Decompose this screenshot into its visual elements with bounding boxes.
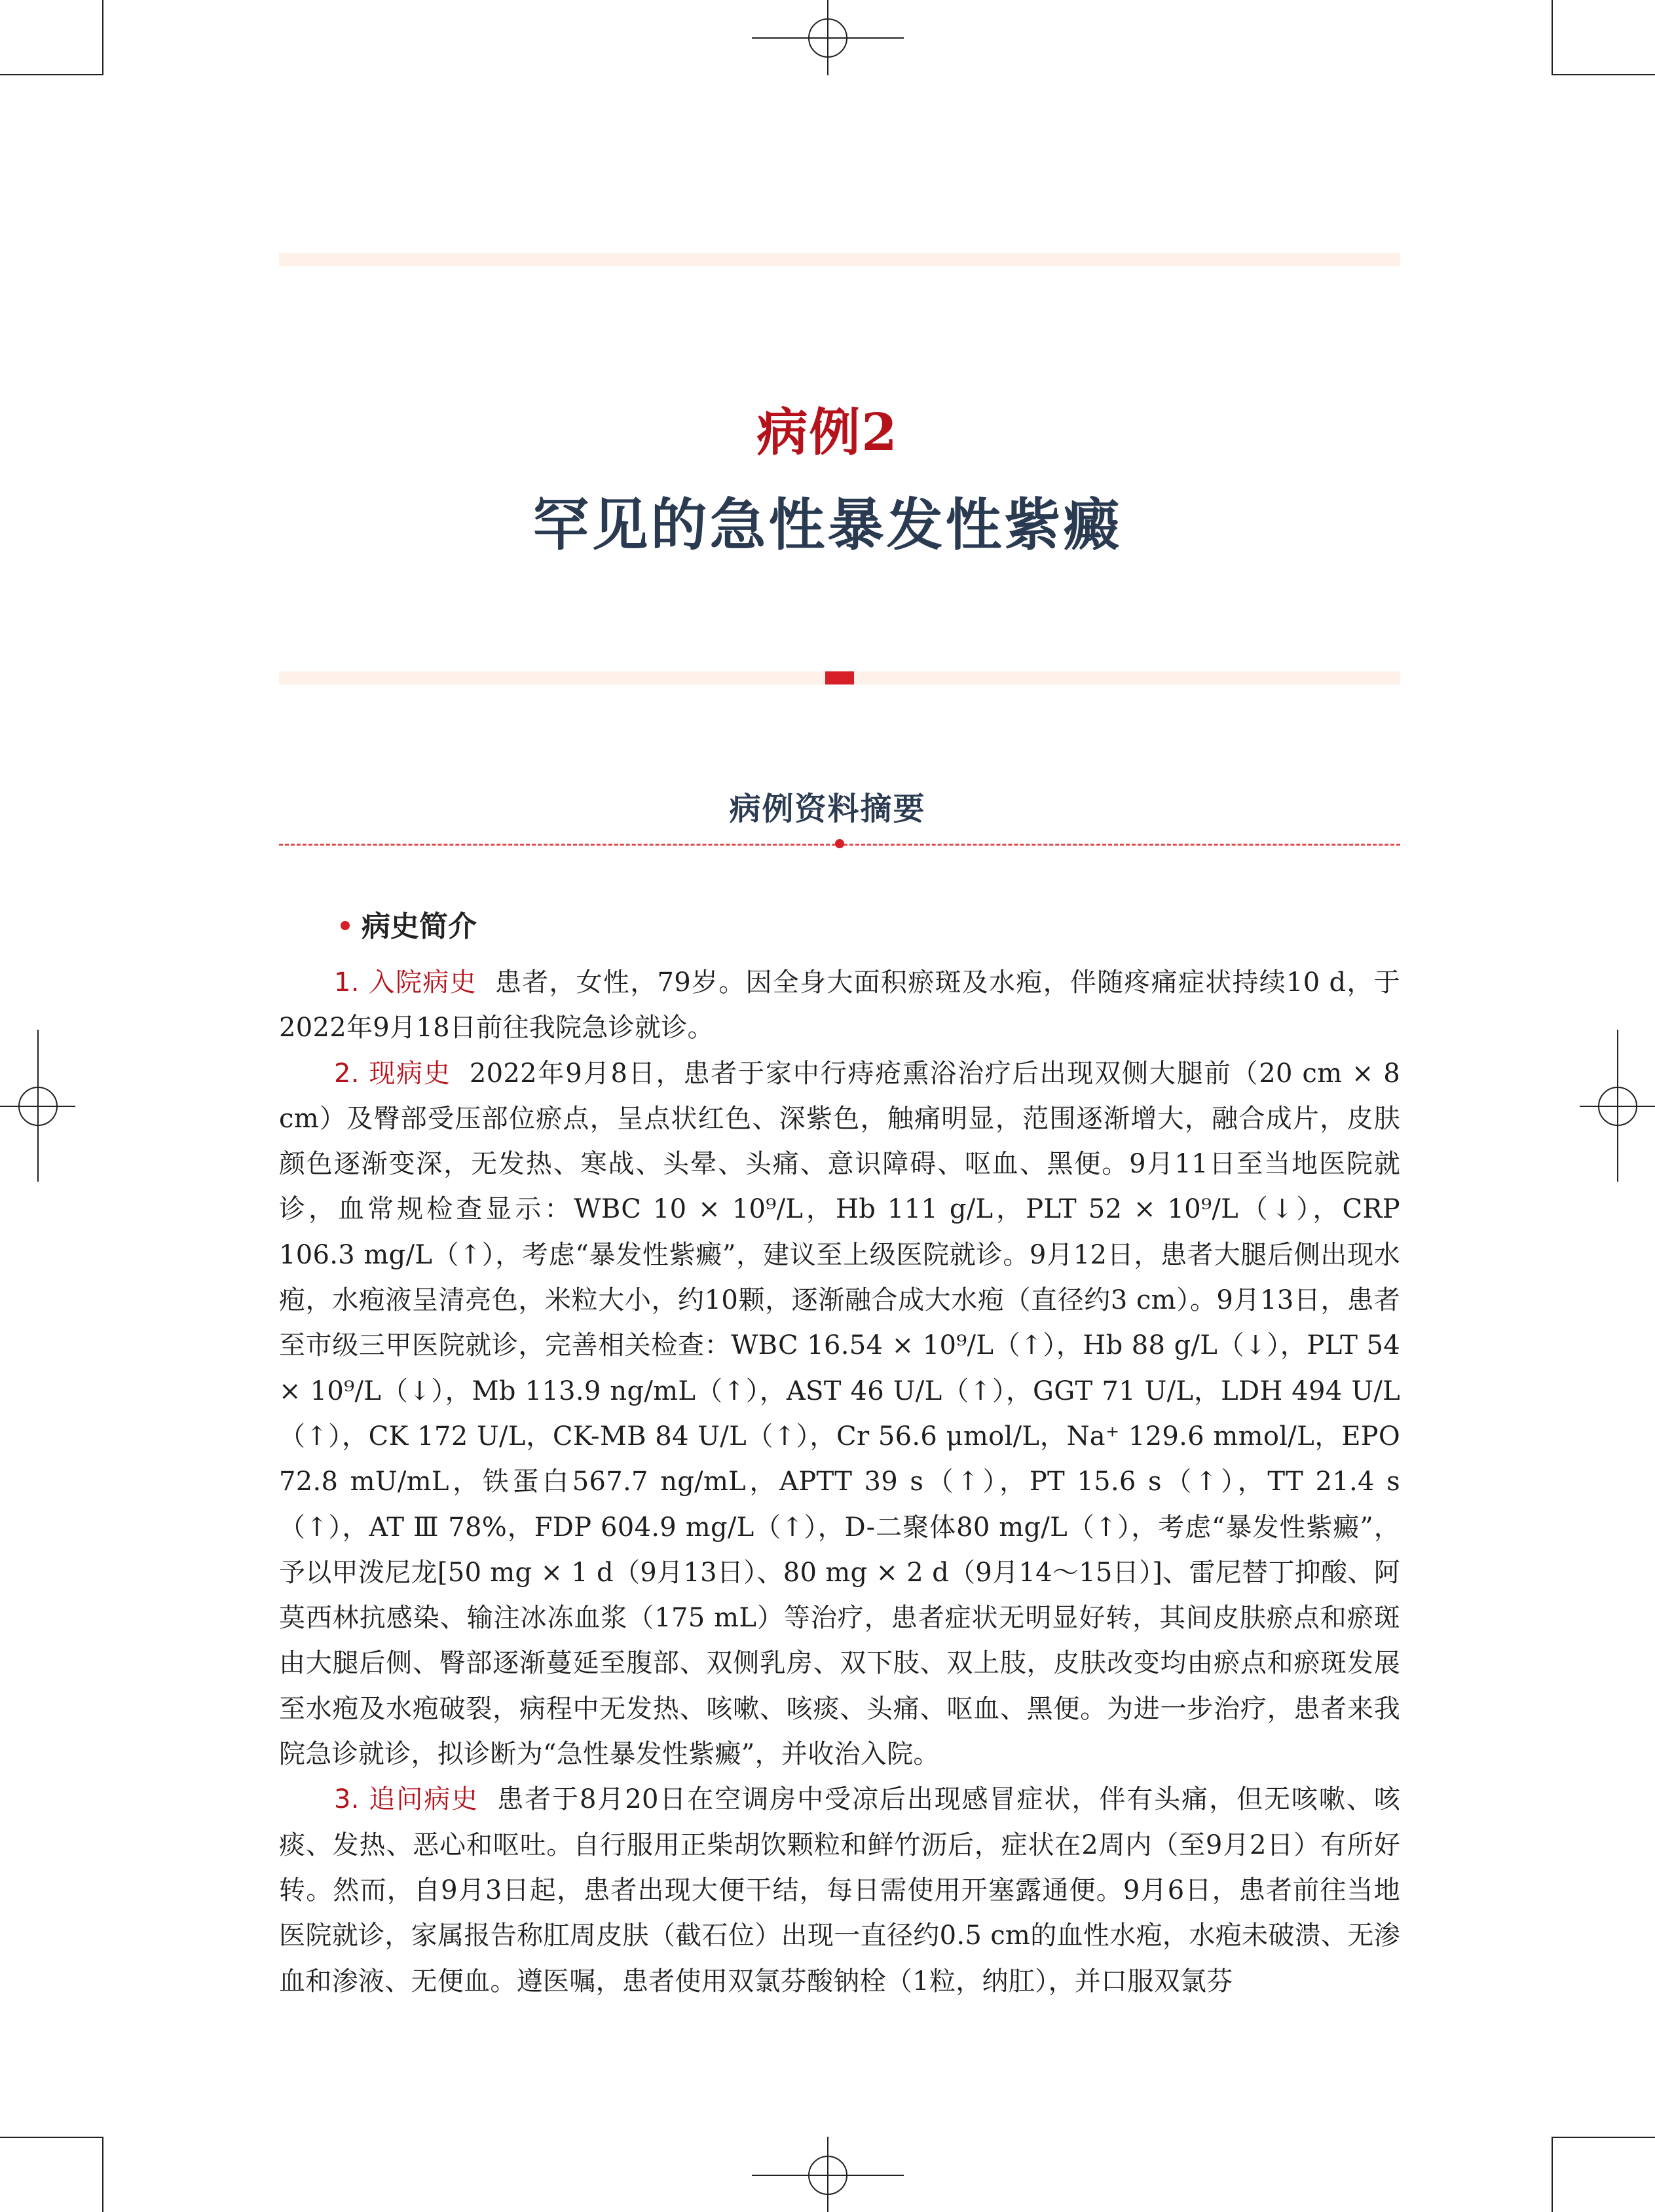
- paragraph-further-history: [279, 1777, 1400, 2004]
- bullet-icon: [341, 921, 350, 930]
- paragraph-admission: [279, 960, 1400, 1051]
- subsection-heading: [341, 903, 477, 945]
- divider-dot: [835, 839, 844, 848]
- paragraph-text: 2022年9月8日，患者于家中行痔疮熏浴治疗后出现双侧大腿前（20 cm × 8 cm）及臀部受压部位瘀点，呈点状红色、深紫色，触痛明显，范围逐渐增大，融合成片，皮肤颜色逐渐变深，无发热、寒战、头晕、头痛、意识障碍、呕血、黑便。9月11日至当地医院就诊，血常规检查显示：WBC 10 × 10⁹/L，Hb 111 g/L，PLT 52 × 10⁹/L（↓），CRP 106.3 mg/L（↑），考虑“暴发性紫癜”，建议至上级医院就诊。9月12日，患者大腿后侧出现水疱，水疱液呈清亮色，米粒大小，约10颗，逐渐融合成大水疱（直径约3 cm）。9月13日，患者至市级三甲医院就诊，完善相关检查：WBC 16.54 × 10⁹/L（↑），Hb 88 g/L（↓），PLT 54 × 10⁹/L（↓），Mb 113.9 ng/mL（↑），AST 46 U/L（↑），GGT 71 U/L，LDH 494 U/L（↑），CK 172 U/L，CK-MB 84 U/L（↑），Cr 56.6 μmol/L，Na⁺ 129.6 mmol/L，EPO 72.8 mU/mL，铁蛋白567.7 ng/mL，APTT 39 s（↑），PT 15.6 s（↑），TT 21.4 s（↑），AT Ⅲ 78%，FDP 604.9 mg/L（↑），D-二聚体80 mg/L（↑），考虑“暴发性紫癜”，予以甲泼尼龙[50 mg × 1 d（9月13日）、80 mg × 2 d（9月14～15日）]、雷尼替丁抑酸、阿莫西林抗感染、输注冰冻血浆（175 mL）等治疗，患者症状无明显好转，其间皮肤瘀点和瘀斑由大腿后侧、臀部逐渐蔓延至腹部、双侧乳房、双下肢、双上肢，皮肤改变均由瘀点和瘀斑发展至水疱及水疱破裂，病程中无发热、咳嗽、咳痰、头痛、呕血、黑便。为进一步治疗，患者来我院急诊就诊，拟诊断为“急性暴发性紫癜”，并收治入院。: [279, 1058, 1400, 1770]
- case-label: 病例2: [756, 403, 899, 462]
- body-text: [279, 960, 1400, 2004]
- paragraph-heading: 2. 现病史: [334, 1058, 451, 1089]
- subsection-label: 病史简介: [362, 910, 477, 943]
- paragraph-heading: 1. 入院病史: [334, 967, 477, 998]
- paragraph-present-illness: [279, 1051, 1400, 1778]
- page-title: 罕见的急性暴发性紫癜: [532, 492, 1123, 558]
- paragraph-text: 患者，女性，79岁。因全身大面积瘀斑及水疱，伴随疼痛症状持续10 d，于2022年9月18日前往我院急诊就诊。: [279, 967, 1400, 1043]
- section-title: 病例资料摘要: [729, 791, 926, 827]
- header-band-top: [279, 253, 1400, 266]
- paragraph-text: 患者于8月20日在空调房中受凉后出现感冒症状，伴有头痛，但无咳嗽、咳痰、发热、恶心和呕吐。自行服用正柴胡饮颗粒和鲜竹沥后，症状在2周内（至9月2日）有所好转。然而，自9月3日起，患者出现大便干结，每日需使用开塞露通便。9月6日，患者前往当地医院就诊，家属报告称肛周皮肤（截石位）出现一直径约0.5 cm的血性水疱，水疱未破溃、无渗血和渗液、无便血。遵医嘱，患者使用双氯芬酸钠栓（1粒，纳肛），并口服双氯芬: [279, 1784, 1400, 1996]
- paragraph-heading: 3. 追问病史: [334, 1784, 479, 1815]
- red-accent-block: [825, 671, 854, 684]
